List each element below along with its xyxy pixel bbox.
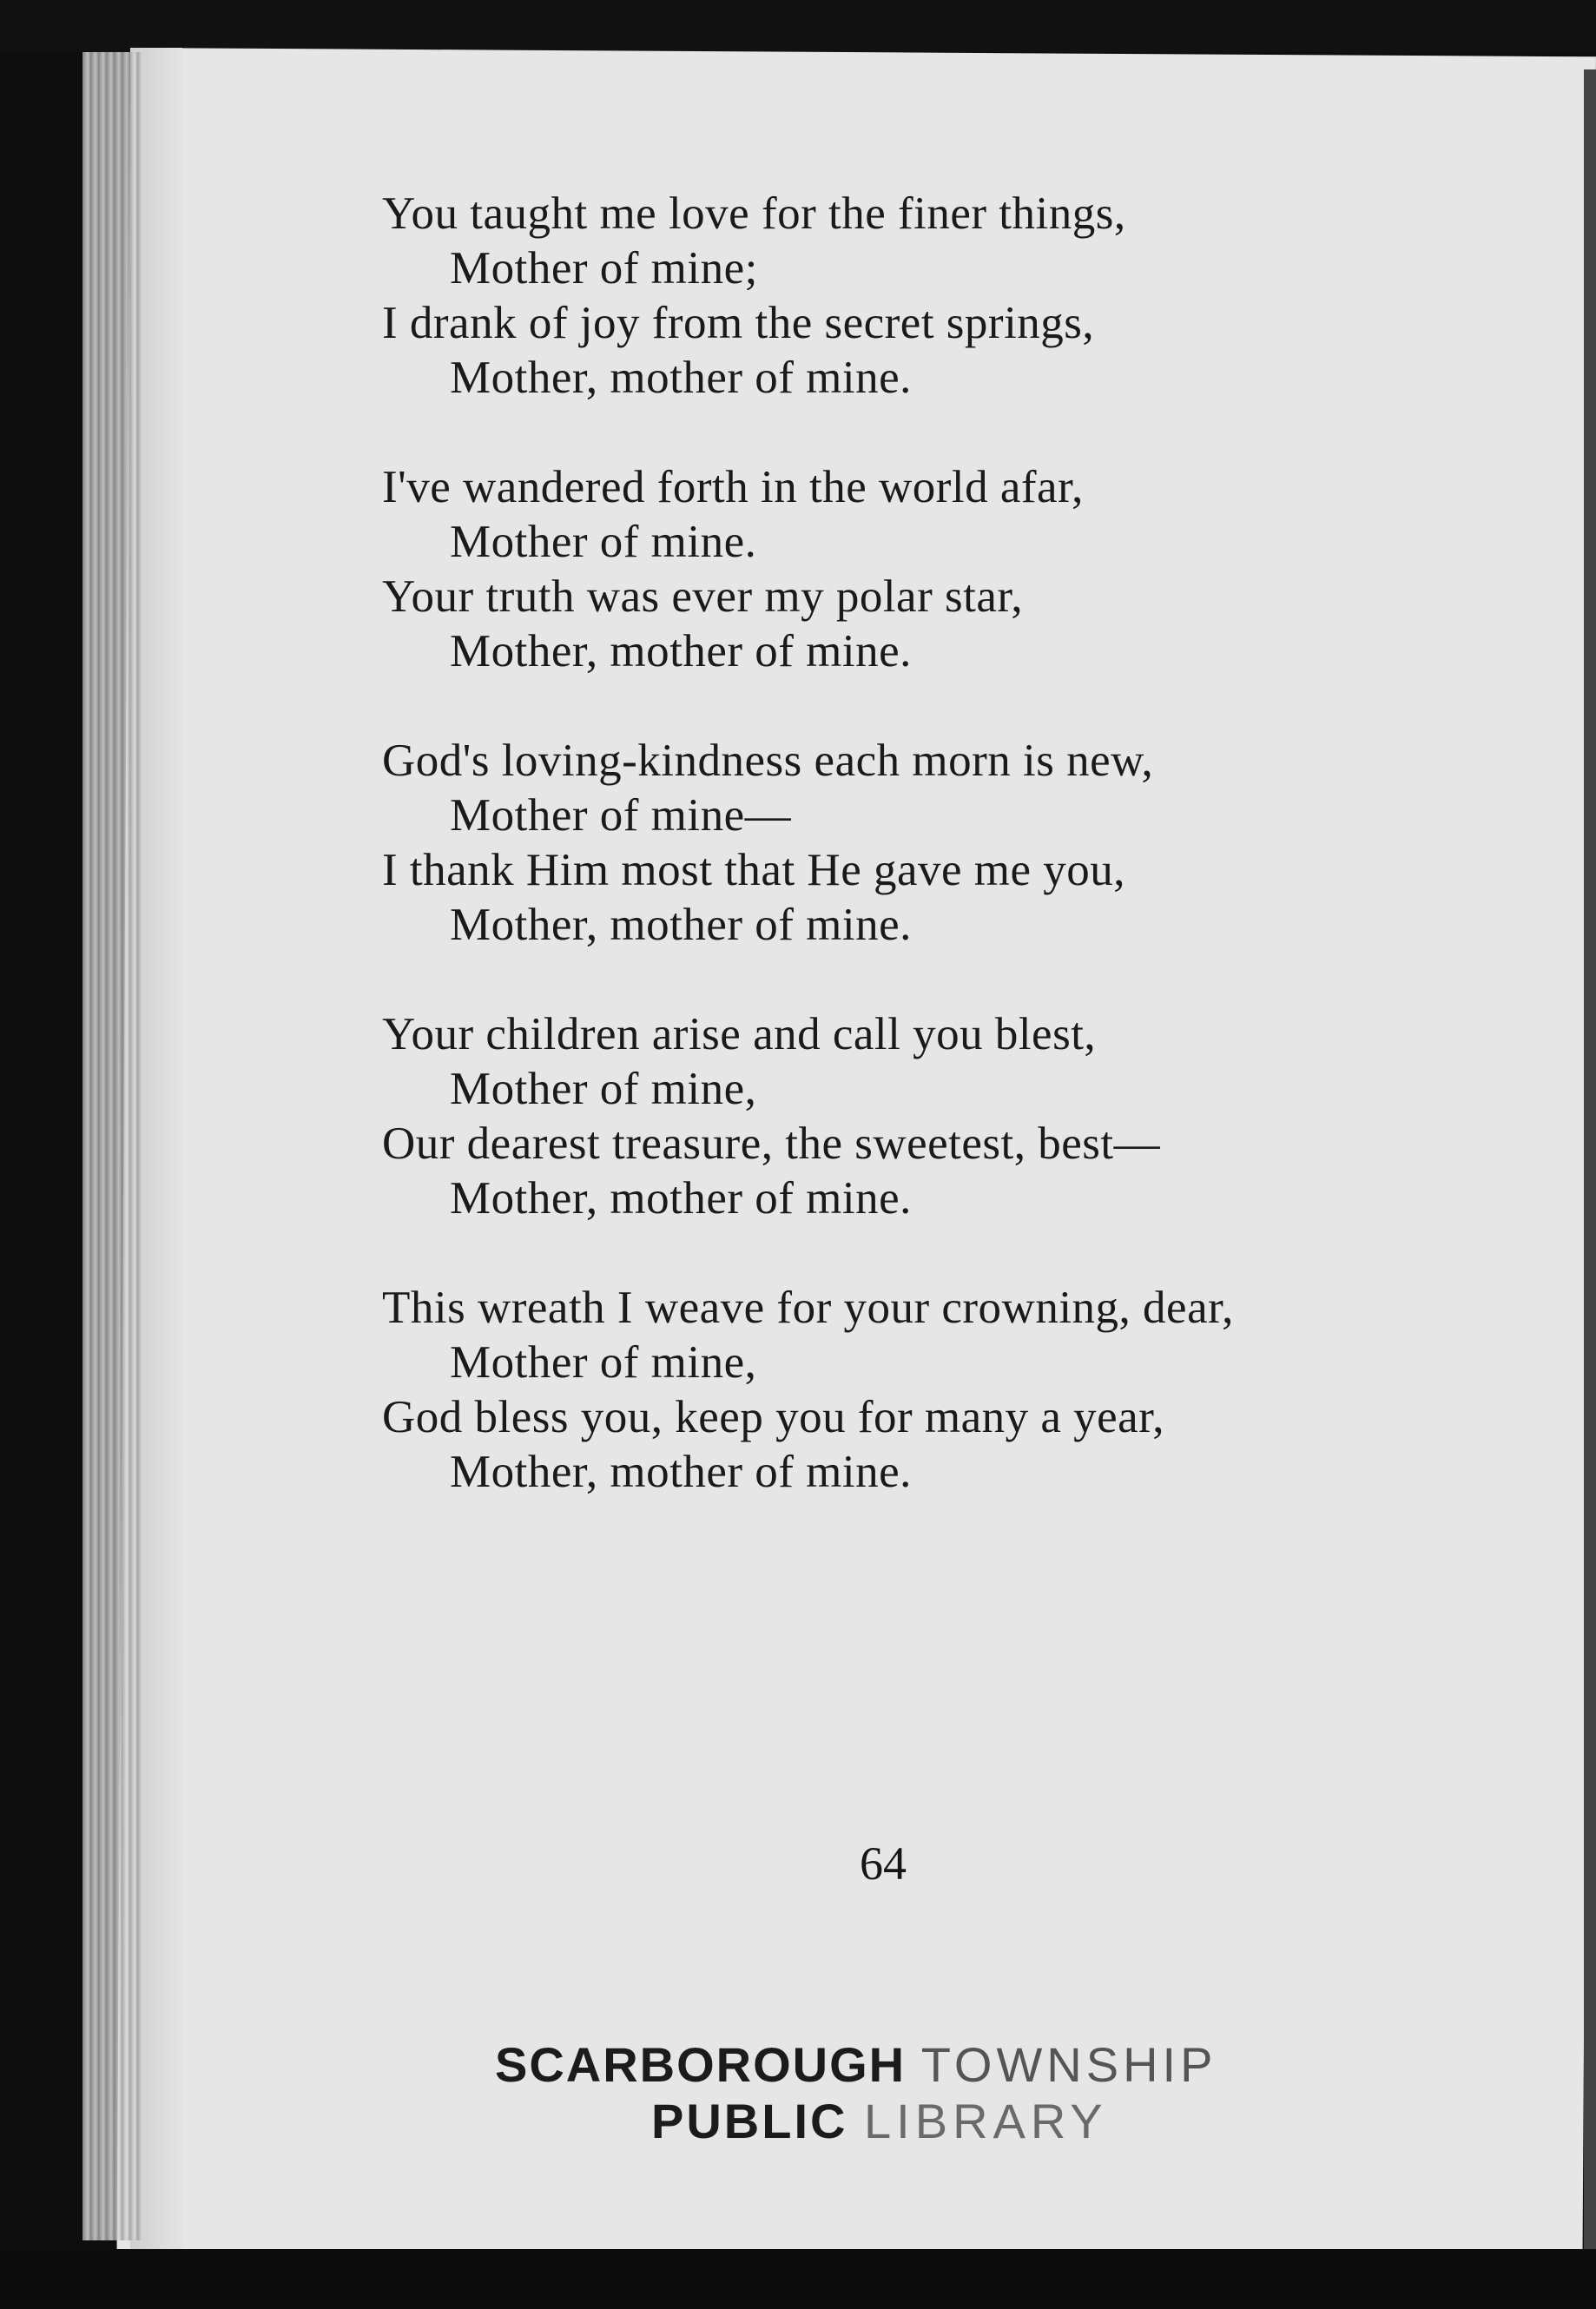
poem-refrain-line: Mother, mother of mine. bbox=[450, 353, 912, 403]
poem-line: You taught me love for the finer things, bbox=[382, 188, 1126, 239]
page-number: 64 bbox=[860, 1837, 907, 1890]
poem bbox=[382, 187, 1424, 1554]
stamp-word-scarborough: SCARBOROUGH bbox=[495, 2037, 907, 2092]
page-right-edge bbox=[1584, 69, 1596, 2249]
poem-stanza bbox=[382, 1007, 1424, 1226]
stamp-line-2 bbox=[651, 2093, 1276, 2149]
poem-refrain-line: Mother of mine, bbox=[450, 1064, 757, 1114]
poem-refrain-line: Mother, mother of mine. bbox=[450, 900, 912, 950]
stamp-word-library: LIBRARY bbox=[864, 2094, 1108, 2148]
poem-refrain-line: Mother, mother of mine. bbox=[450, 1447, 912, 1497]
scan-border-bottom bbox=[0, 2249, 1596, 2309]
poem-stanza bbox=[382, 734, 1424, 953]
poem-line: Your children arise and call you blest, bbox=[382, 1009, 1097, 1059]
poem-refrain-line: Mother of mine— bbox=[450, 790, 792, 841]
poem-line: Our dearest treasure, the sweetest, best— bbox=[382, 1118, 1161, 1169]
poem-refrain-line: Mother, mother of mine. bbox=[450, 1173, 912, 1224]
poem-stanza bbox=[382, 187, 1424, 406]
page-stack-edge bbox=[82, 52, 143, 2240]
poem-refrain-line: Mother of mine; bbox=[450, 243, 758, 294]
stamp-word-township: TOWNSHIP bbox=[920, 2037, 1217, 2092]
scan-border-top bbox=[0, 0, 1596, 52]
stamp-line-1 bbox=[495, 2036, 1276, 2093]
poem-line: This wreath I weave for your crowning, dear, bbox=[382, 1283, 1234, 1333]
poem-line: I've wandered forth in the world afar, bbox=[382, 462, 1084, 512]
poem-refrain-line: Mother of mine. bbox=[450, 517, 757, 567]
poem-line: God's loving-kindness each morn is new, bbox=[382, 736, 1154, 786]
poem-stanza bbox=[382, 460, 1424, 679]
poem-line: I drank of joy from the secret springs, bbox=[382, 298, 1095, 348]
poem-refrain-line: Mother of mine, bbox=[450, 1337, 757, 1388]
stamp-word-public: PUBLIC bbox=[651, 2094, 848, 2148]
poem-line: I thank Him most that He gave me you, bbox=[382, 845, 1126, 895]
poem-stanza bbox=[382, 1281, 1424, 1500]
poem-line: God bless you, keep you for many a year, bbox=[382, 1392, 1164, 1442]
poem-line: Your truth was ever my polar star, bbox=[382, 571, 1024, 622]
library-stamp bbox=[495, 2036, 1276, 2149]
poem-refrain-line: Mother, mother of mine. bbox=[450, 626, 912, 676]
